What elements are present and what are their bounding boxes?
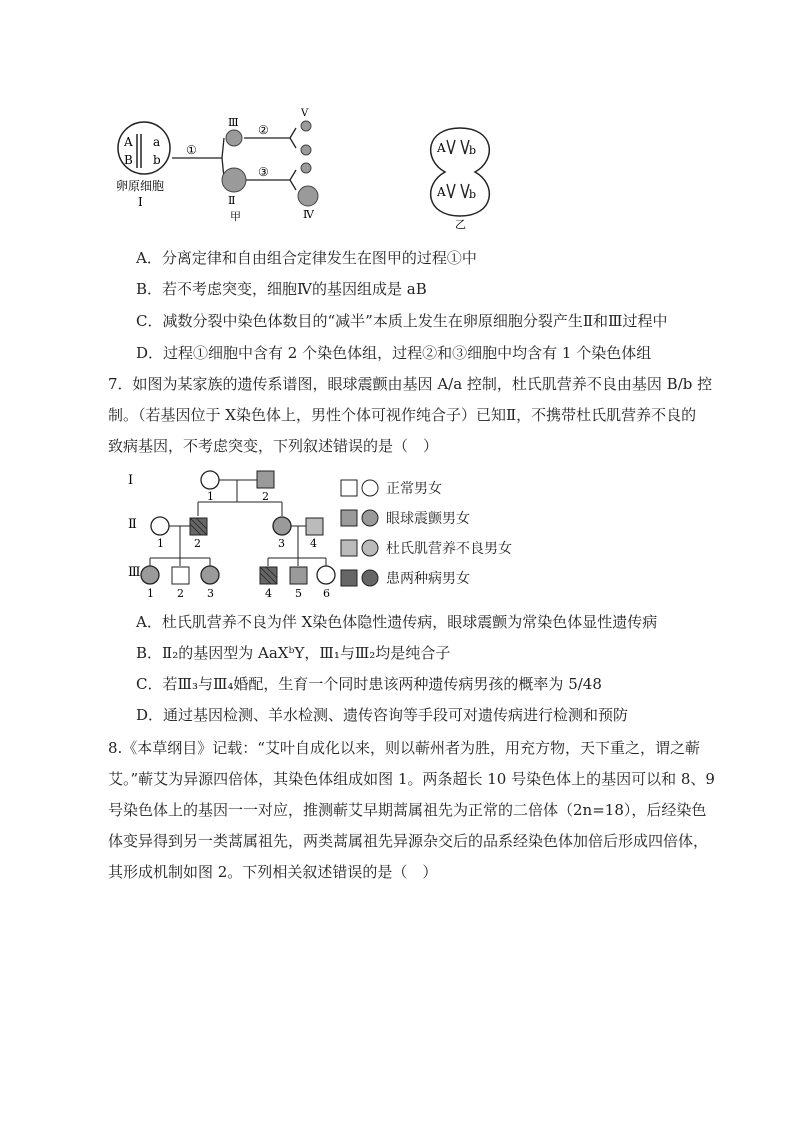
dividing-cell-yi xyxy=(415,120,505,230)
svg-text:6: 6 xyxy=(323,587,330,600)
gen-I-label: Ⅰ xyxy=(128,473,134,488)
q8-stem-line-2: 艾。”蕲艾为异源四倍体，其染色体组成如图 1。两条超长 10 号染色体上的基因可以和 8、9 xyxy=(108,770,715,788)
allele-b: b xyxy=(153,153,161,167)
step-2-label: ② xyxy=(258,123,269,137)
q7-stem-line-2: 制。（若基因位于 X染色体上，男性个体可视作纯合子）已知Ⅱ，不携带杜氏肌营养不良的 xyxy=(108,406,697,424)
cell-III xyxy=(226,130,242,146)
svg-text:2: 2 xyxy=(177,587,184,600)
q8-stem-line-3: 号染色体上的基因一一对应，推测蕲艾早期蒿属祖先为正常的二倍体（2n=18），后经染色 xyxy=(108,801,707,819)
svg-text:1: 1 xyxy=(157,537,164,550)
cell-II-label: Ⅱ xyxy=(228,194,236,207)
q8-stem-line-5: 其形成机制如图 2。下列相关叙述错误的是（ ） xyxy=(108,863,438,881)
gen-III-label: Ⅲ xyxy=(128,565,141,580)
q6-option-d: D．过程①细胞中含有 2 个染色体组，过程②和③细胞中均含有 1 个染色体组 xyxy=(136,344,652,362)
svg-text:b: b xyxy=(469,188,477,201)
q7-option-c: C．若Ⅲ₃与Ⅲ₄婚配，生育一个同时患该两种遗传病男孩的概率为 5/48 xyxy=(136,675,602,693)
gen-II-label: Ⅱ xyxy=(128,517,137,532)
allele-a: a xyxy=(153,135,161,149)
q7-stem-line-1: 7．如图为某家族的遗传系谱图，眼球震颤由基因 A/a 控制，杜氏肌营养不良由基因 B/b 控 xyxy=(108,375,713,393)
allele-B: B xyxy=(124,153,133,167)
svg-text:A: A xyxy=(437,185,446,199)
q7-option-d: D．通过基因检测、羊水检测、遗传咨询等手段可对遗传病进行检测和预防 xyxy=(136,706,629,724)
svg-text:3: 3 xyxy=(207,587,214,600)
svg-text:2: 2 xyxy=(194,537,201,550)
svg-text:A: A xyxy=(437,141,446,155)
q7-stem-line-3: 致病基因，不考虑突变，下列叙述错误的是（ ） xyxy=(108,437,439,455)
legend-both: 患两种病男女 xyxy=(340,566,470,590)
svg-text:2: 2 xyxy=(262,490,269,503)
svg-text:5: 5 xyxy=(295,587,302,600)
svg-text:4: 4 xyxy=(310,537,317,550)
q7-option-a: A．杜氏肌营养不良为伴 X染色体隐性遗传病，眼球震颤为常染色体显性遗传病 xyxy=(136,613,658,631)
q8-stem-line-1: 8.《本草纲目》记载：“艾叶自成化以来，则以蕲州者为胜，用充方物，天下重之，谓之蕲 xyxy=(108,739,700,757)
svg-text:4: 4 xyxy=(265,587,272,600)
step-3-label: ③ xyxy=(258,165,269,179)
cell-II xyxy=(222,168,246,192)
svg-text:1: 1 xyxy=(147,587,154,600)
cell-III-label: Ⅲ xyxy=(228,116,239,129)
svg-text:3: 3 xyxy=(278,537,285,550)
legend-nystagmus: 眼球震颤男女 xyxy=(340,506,470,530)
cell-IV-label: Ⅳ xyxy=(303,208,314,221)
legend-normal: 正常男女 xyxy=(340,476,442,500)
allele-A: A xyxy=(124,135,133,149)
legend-dmd: 杜氏肌营养不良男女 xyxy=(340,536,512,560)
q6-option-c: C．减数分裂中染色体数目的“减半”本质上发生在卵原细胞分裂产生Ⅱ和Ⅲ过程中 xyxy=(136,312,668,330)
svg-text:b: b xyxy=(469,144,477,157)
q7-option-b: B．Ⅱ₂的基因型为 AaXᵇY，Ⅲ₁与Ⅲ₂均是纯合子 xyxy=(136,644,451,662)
jia-label: 甲 xyxy=(230,210,241,223)
oogonium-label: 卵原细胞 xyxy=(116,179,165,193)
q6-option-b: B．若不考虑突变，细胞Ⅳ的基因组成是 aB xyxy=(136,280,427,298)
step-1-label: ① xyxy=(186,143,197,157)
svg-text:1: 1 xyxy=(207,490,214,503)
cell-I-label: Ⅰ xyxy=(138,195,143,209)
q8-stem-line-4: 体变异得到另一类蒿属祖先，两类蒿属祖先异源杂交后的品系经染色体加倍后形成四倍体， xyxy=(108,832,709,850)
yi-label: 乙 xyxy=(455,218,466,230)
cell-V-label: Ⅴ xyxy=(301,108,309,119)
q6-option-a: A．分离定律和自由组合定律发生在图甲的过程①中 xyxy=(136,249,477,267)
cell-IV xyxy=(298,186,318,206)
